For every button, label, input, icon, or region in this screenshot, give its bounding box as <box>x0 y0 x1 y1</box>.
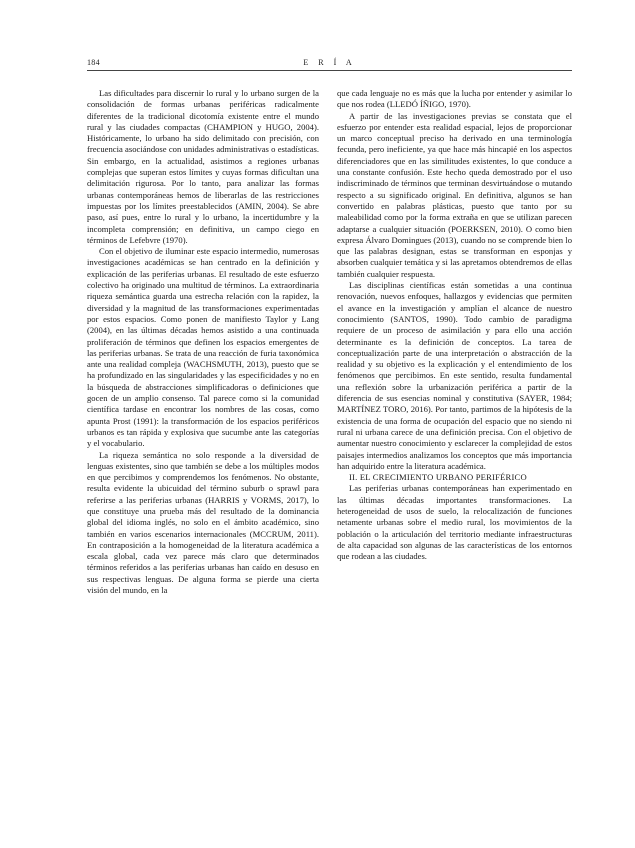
paragraph: Las periferias urbanas contemporáneas han experimentado en las últimas décadas importantes transformaciones. La heterogeneidad de usos de suelo, la relocalización de funciones netamente urbanas sobre el medio rural, los movimientos de la población o la articulación del territorio mediante infraestructuras de alta capacidad son algunas de las características de los entornos que rodean a las ciudades. <box>337 483 572 562</box>
section-heading: II. EL CRECIMIENTO URBANO PERIFÉRICO <box>349 472 527 483</box>
paragraph: Con el objetivo de iluminar este espacio intermedio, numerosas investigaciones académicas se han centrado en la definición y explicación de las periferias urbanas. El resultado de este esfuerzo colectivo ha originado una multitud de términos. La extraordinaria riqueza semántica guarda una estrecha relación con la rapidez, la diversidad y la magnitud de las transformaciones experimentadas por estos espacios. Como ponen de manifiesto Taylor y Lang (2004), en las últimas décadas hemos asistido a una continuada proliferación de términos que definen los espacios emergentes de las periferias urbanas. Se trata de una reacción de furia taxonómica ante una realidad compleja (WACHSMUTH, 2013), puesto que se ha profundizado en las singularidades y las especificidades y no en la búsqueda de abstracciones simplificadoras o definiciones que gocen de un amplio consenso. Tal parece como si la comunidad científica tardase en encontrar los nombres de las cosas, como apunta Prost (1991): la transformación de los espacios periféricos urbanos es tan rápida y explosiva que sucumbe ante las categorías y el vocabulario. <box>87 246 319 449</box>
right-column <box>337 88 572 562</box>
running-header <box>87 58 572 72</box>
header-rule <box>87 70 572 71</box>
paragraph: A partir de las investigaciones previas se constata que el esfuerzo por entender esta realidad espacial, lejos de proporcionar un marco conceptual preciso ha derivado en una terminología fecunda, pero ineficiente, ya que hace más hincapié en los aspectos diferenciadores que en las similitudes existentes, lo que conduce a una constante confusión. Este hecho queda demostrado por el uso indiscriminado de términos que terminan desvirtuándose o mutando respecto a su significado original. En definitiva, algunos se han convertido en palabras plásticas, puesto que tanto por su maleabilidad como por la forma extraña en que se utilizan parecen adaptarse a cualquier situación (POERKSEN, 2010). O como bien expresa Álvaro Domingues (2013), cuando no se comprende bien lo que las palabras designan, estas se transforman en esponjas y absorben cualquier temática y si las apretamos obtendremos de ellas también cualquier respuesta. <box>337 110 572 279</box>
paragraph: Las disciplinas científicas están sometidas a una continua renovación, nuevos enfoques, hallazgos y evidencias que permiten el avance en la investigación y amplían el alcance de nuestro conocimiento (SANTOS, 1990). Todo cambio de paradigma requiere de un proceso de asimilación y para ello una acción determinante es la definición de conceptos. La tarea de conceptualización parte de una interpretación o abstracción de la realidad y su objetivo es la explicación y el entendimiento de los fenómenos que percibimos. En este sentido, resulta fundamental una reflexión sobre la urbanización periférica a partir de la diferencia de sus esencias nominal y constitutiva (SAYER, 1984; MARTÍNEZ TORO, 2016). Por tanto, partimos de la hipótesis de la existencia de una forma de ocupación del espacio que no siendo ni rural ni urbana carece de una definición precisa. Con el objetivo de aumentar nuestro conocimiento y esclarecer la complejidad de estos paisajes intermedios analizamos los conceptos que más importancia han adquirido entre la literatura académica. <box>337 280 572 471</box>
paragraph: Las dificultades para discernir lo rural y lo urbano surgen de la consolidación de formas urbanas periféricas radicalmente diferentes de la tradicional dicotomía existente entre el mundo rural y las ciudades compactas (CHAMPION y HUGO, 2004). Históricamente, lo urbano ha sido delimitado con precisión, con frecuencia asociándose con unidades administrativas o estadísticas. Sin embargo, en la actualidad, asistimos a regiones urbanas complejas que superan estos límites y cuyas formas dificultan una delimitación rigurosa. Por lo tanto, para analizar las formas urbanas contemporáneas hemos de liberarlas de las restricciones impuestas por los límites preestablecidos (AMIN, 2004). Se abre paso, así pues, entre lo rural y lo urbano, la incertidumbre y la incompleta comprensión; en definitiva, un campo ciego en términos de Lefebvre (1970). <box>87 88 319 245</box>
journal-title: E R Í A <box>303 58 356 67</box>
page-number: 184 <box>87 58 100 67</box>
paragraph: que cada lenguaje no es más que la lucha por entender y asimilar lo que nos rodea (LLEDÓ ÍÑIGO, 1970). <box>337 88 572 110</box>
left-column <box>87 88 319 596</box>
paragraph: La riqueza semántica no solo responde a la diversidad de lenguas existentes, sino que también se debe a los múltiples modos en que percibimos y comprendemos los fenómenos. No obstante, resulta evidente la ubicuidad del término suburb o sprawl para referirse a las periferias urbanas (HARRIS y VORMS, 2017), lo que constituye una prueba más del resultado de la dominancia global del idioma inglés, no solo en el ámbito académico, sino también en varios escenarios internacionales (MCCRUM, 2011). En contraposición a la homogeneidad de la literatura académica a escala global, cada vez parece más claro que determinados términos referidos a las periferias urbanas han caído en desuso en sus respectivas lenguas. De alguna forma se pierde una cierta visión del mundo, en la <box>87 449 319 596</box>
